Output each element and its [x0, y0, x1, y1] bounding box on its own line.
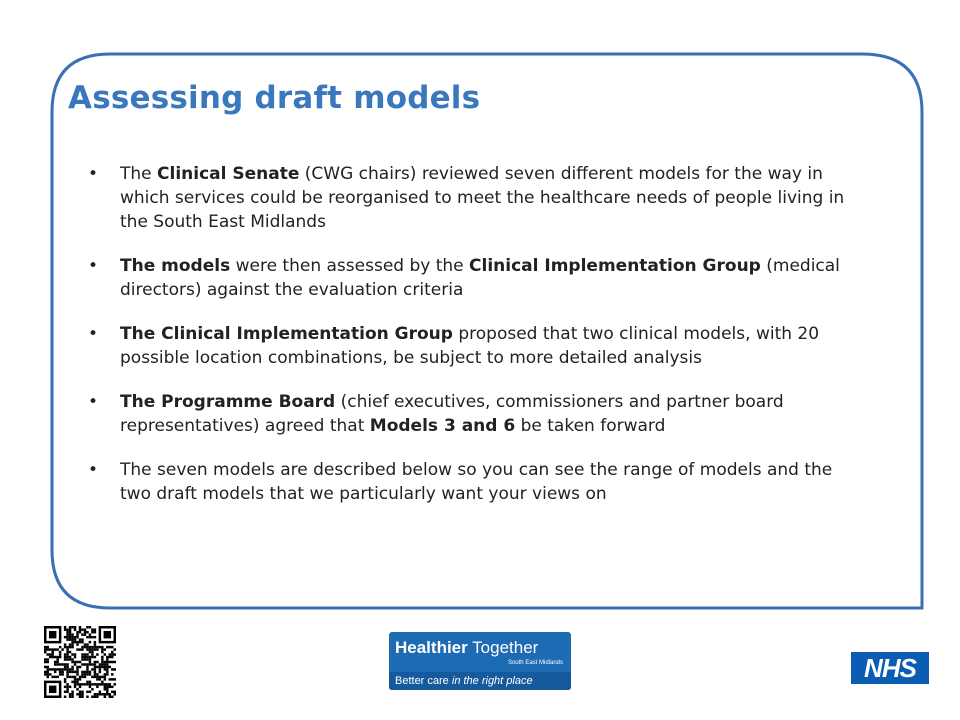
bullet-bold-text: The Programme Board — [120, 392, 336, 412]
bullet-item — [88, 390, 868, 438]
bullet-list — [88, 162, 868, 526]
bullet-bold-text: Models 3 and 6 — [369, 416, 516, 436]
bullet-text: (CWG chairs) reviewed seven different models for the way in which services could be reorganised to meet the healthcare needs of people living in the South East Midlands — [120, 164, 845, 232]
bullet-text: proposed that two clinical models, with 20 possible location combinations, be subject to more detailed analysis — [120, 324, 820, 368]
bullet-bold-text: Clinical Senate — [157, 164, 300, 184]
nhs-logo: NHS — [851, 652, 929, 684]
bullet-item — [88, 254, 868, 302]
bullet-bold-text: The models — [120, 256, 231, 276]
bullet-text: (chief executives, commissioners and partner board representatives) agreed that — [120, 392, 784, 436]
bullet-text: were then assessed by the — [230, 256, 470, 276]
bullet-bold-text: The Clinical Implementation Group — [120, 324, 453, 344]
logo-subtitle: South East Midlands — [507, 660, 563, 666]
bullet-item — [88, 458, 868, 506]
bullet-item — [88, 322, 868, 370]
bullet-text: The seven models are described below so you can see the range of models and the two draft models that we particularly want your views on — [120, 460, 833, 504]
logo-line1-bold: Healthier — [395, 638, 468, 657]
bullet-icon: • — [88, 256, 99, 276]
bullet-text: (medical directors) against the evaluation criteria — [120, 256, 840, 300]
logo-tagline-italic: in the right place — [448, 675, 533, 687]
bullet-bold-text: Clinical Implementation Group — [469, 256, 761, 276]
healthier-together-logo — [389, 632, 571, 690]
qr-code-icon — [44, 626, 116, 698]
logo-tagline-prefix: Better care — [395, 675, 449, 687]
bullet-icon: • — [88, 324, 99, 344]
bullet-item — [88, 162, 868, 234]
bullet-icon: • — [88, 460, 99, 480]
logo-line1-regular: Together — [467, 638, 539, 657]
bullet-text: The — [120, 164, 158, 184]
slide-title: Assessing draft models — [68, 80, 481, 116]
bullet-icon: • — [88, 164, 99, 184]
bullet-icon: • — [88, 392, 99, 412]
bullet-text: be taken forward — [515, 416, 666, 436]
logo-tagline — [389, 672, 571, 690]
